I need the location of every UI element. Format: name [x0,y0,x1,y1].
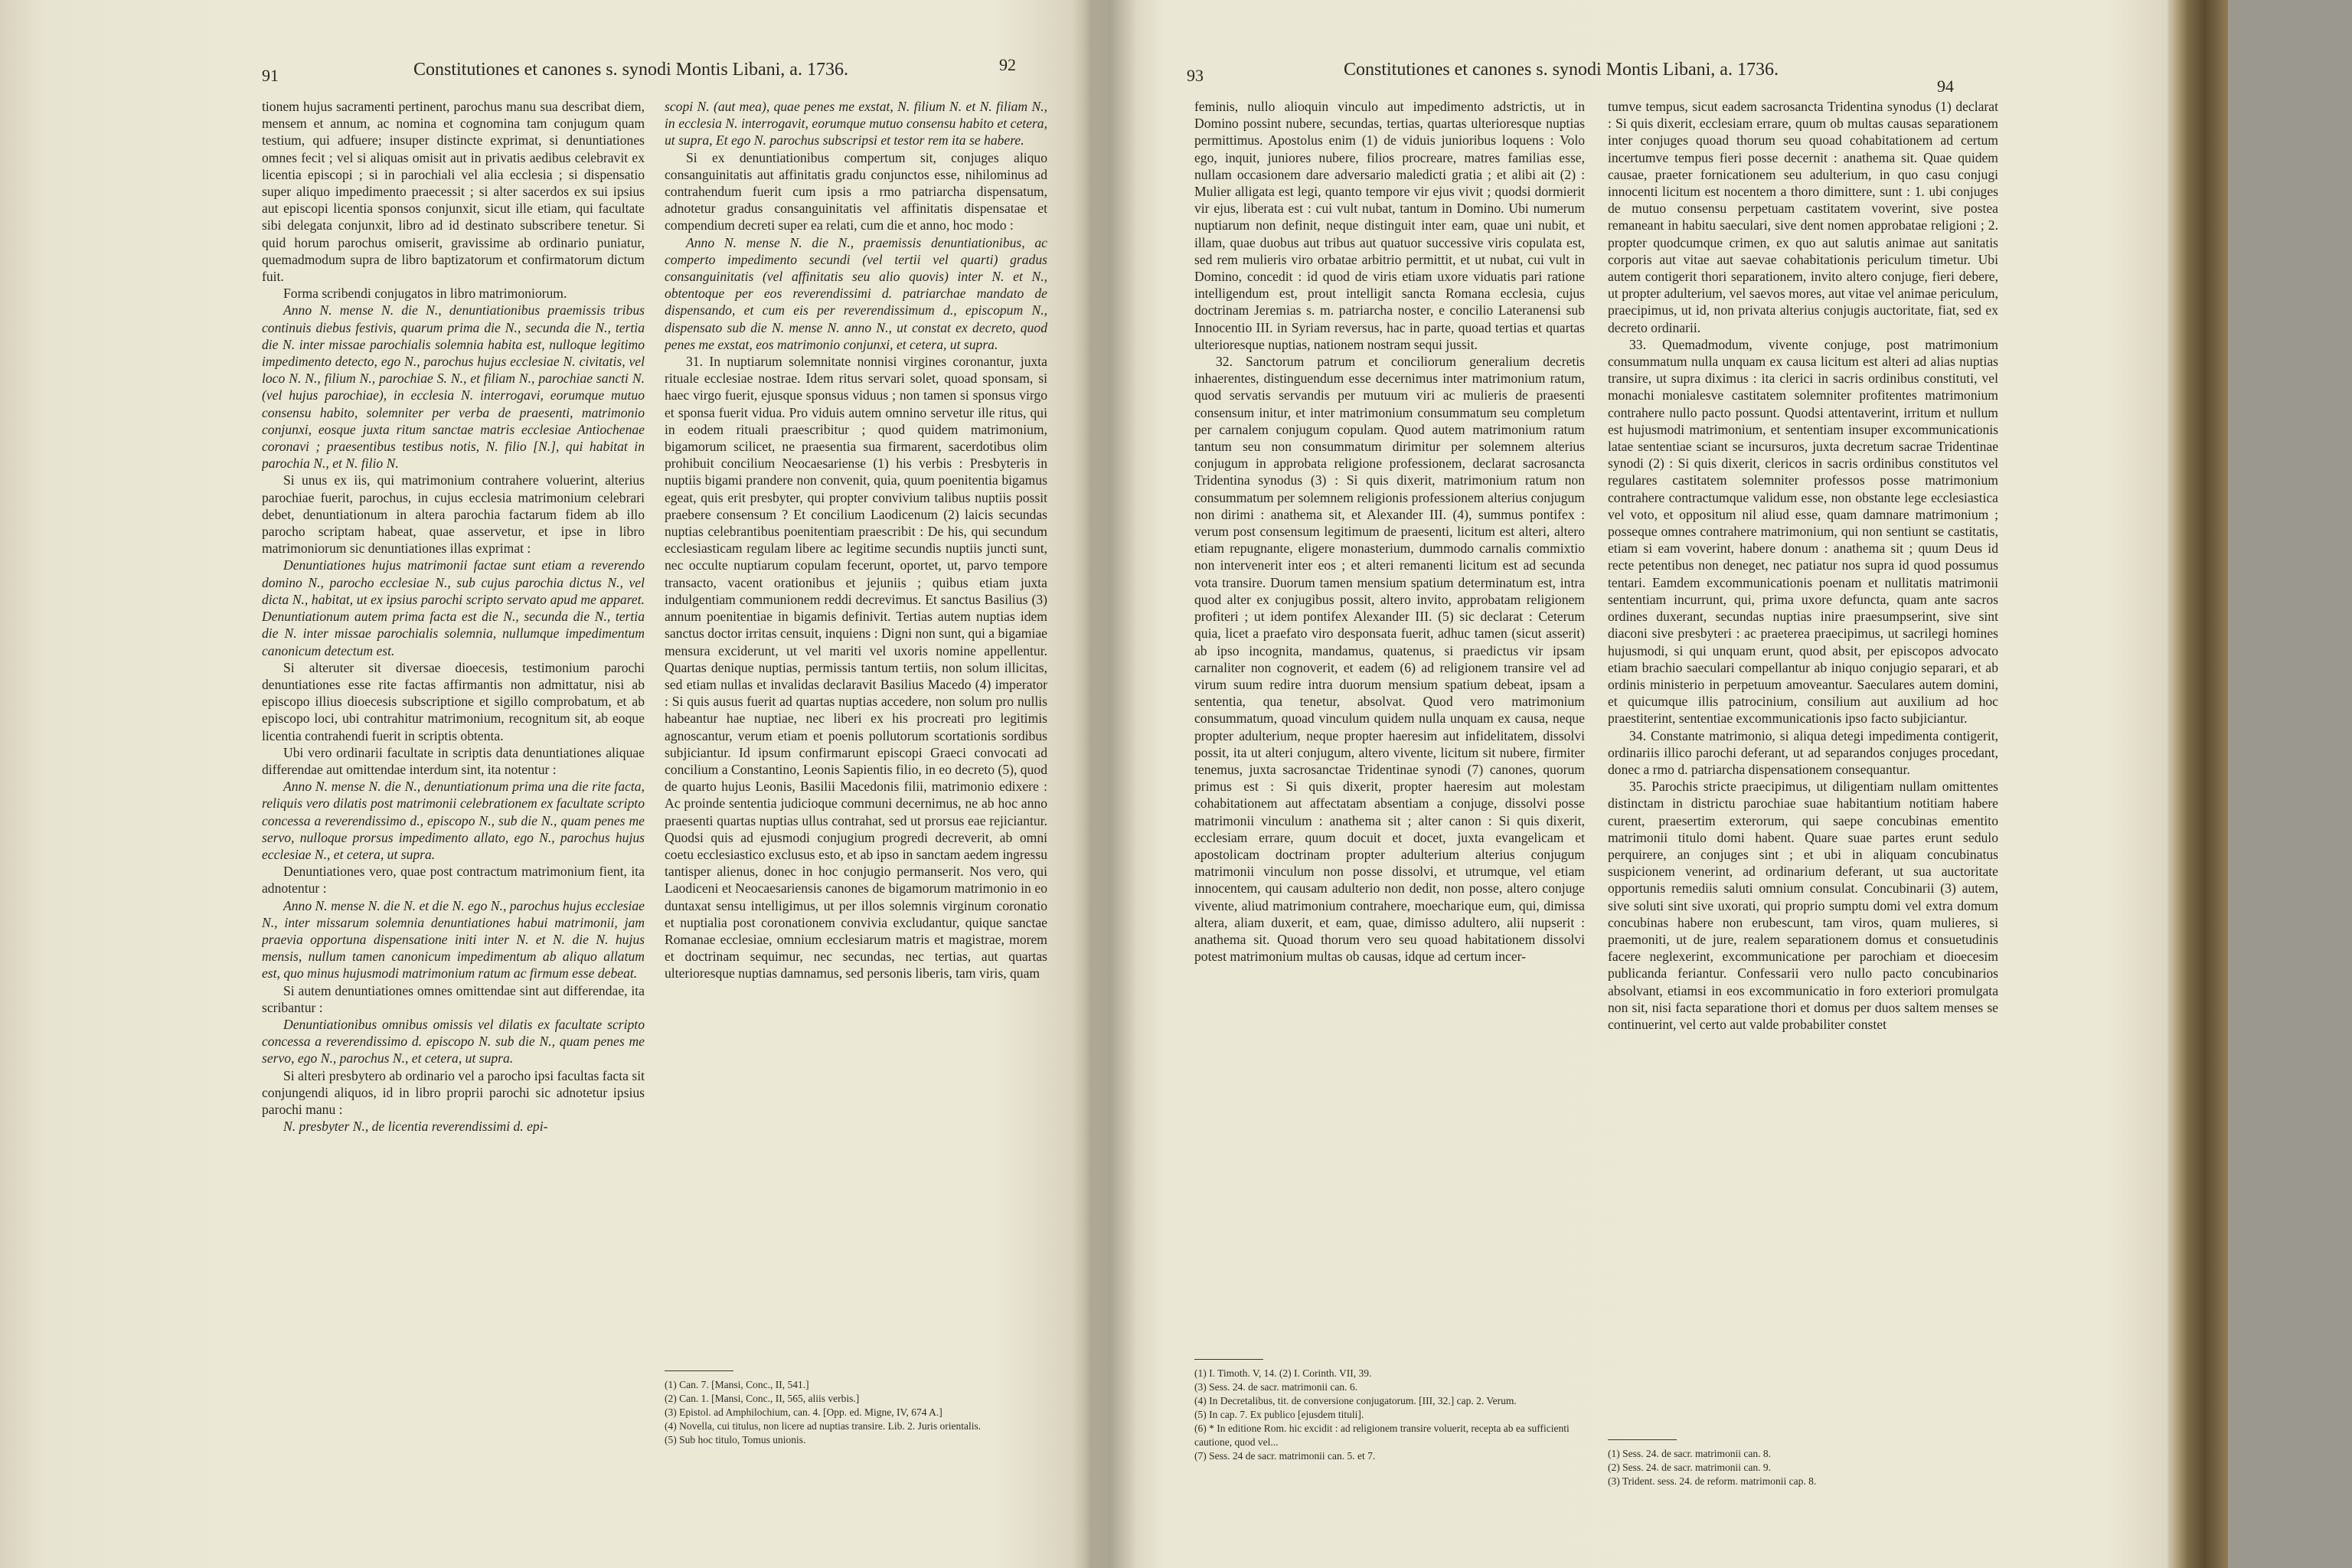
footnote: (3) Trident. sess. 24. de reform. matrimonii cap. 8. [1608,1475,1817,1487]
paragraph: 35. Parochis stricte praecipimus, ut diligentiam nullam omittentes distinctam in districtu parochiae suae habitantium notitiam habere curent, praesertim exterorum, qui saepe concubinas ementito matrimonii titulo domi habent. Quare suae partes erunt sedulo perquirere, an conjuges sint ; et ubi in aliquam concubinatus suspicionem venerint, ad ordinarium deferant, ut sua auctoritate opportunis remediis saluti omnium consulat. Concubinarii (3) autem, sive soluti sint sive uxorati, qui proprio sumptu domi vel extra domum concubinas habere non erubescunt, tam viros, quam mulieres, si praemoniti, ut de jure, realem separationem domus et consuetudinis facere neglexerint, excommunicatione per parochiam et dioecesim publicanda feriantur. Confessarii vero nullo pacto concubinarios absolvant, etiamsi in eos excommunicatio in foro exteriori promulgata non sit, nisi facta separatione thori et domus per duos saltem menses se continuerint, vel certo aut valde probabiliter constet [1608,779,1998,1032]
footnotes [665,1378,1047,1447]
text-column-1 [262,98,645,1361]
footnotes-column-2 [1608,1447,1998,1488]
formula-paragraph: Denuntiationibus omnibus omissis vel dilatis ex facultate scripto concessa a reverendissimo d. episcopo N. sub die N., quam penes me servo, ego N., parochus N., et cetera, ut supra. [262,1016,645,1067]
formula-paragraph: Anno N. mense N. die N., praemissis denuntiationibus, ac comperto impedimento secundi (vel tertii vel quarti) gradus consanguinitatis (vel affinitatis seu alio quovis) inter N. et N., obtentoque per eos reverendissimi d. patriarchae mandato de dispensando, et cum eis per reverendissimum d., episcopum N., dispensato sub die N. mense N. anno N., ut constat ex decreto, quod penes me exstat, eos matrimonio conjunxi, et cetera, ut supra. [665,234,1047,352]
page-number: 93 [1187,66,1204,85]
paragraph: Si alteruter sit diversae dioecesis, testimonium parochi denuntiationes esse rite factas affirmantis non admittatur, nisi ab episcopo illius dioecesis subscriptione et sigillo comprobatum, et ab episcopo loci, ubi contrahitur matrimonium, recognitum sit, ab eoque licentia contrahendi fuerit in scriptis obtenta. [262,659,645,743]
footnote: (4) In Decretalibus, tit. de conversione conjugatorum. [III, 32.] cap. 2. Verum. [1194,1395,1517,1406]
paragraph: Si autem denuntiationes omnes omittendae sint aut differendae, ita scribantur : [262,982,645,1015]
paragraph: 33. Quemadmodum, vivente conjuge, post matrimonium consummatum nulla unquam ex causa licitum est alteri ad alias nuptias transire, ut supra diximus : ita clerici in sacris ordinibus constituti, vel monachi monialesve castitatem solemniter profitentes matrimonium contrahere nullo pacto possunt. Quodsi attentaverint, irritum et nullum est hujusmodi matrimonium, et sententiam insuper excommunicationis latae sententiae sciant se incursuros, juxta decretum sacrae Tridentinae synodi (2) : Si quis dixerit, clericos in sacris ordinibus constitutos vel regulares castitatem solemniter professos posse matrimonium contrahere contractumque validum esse, non obstante lege ecclesiastica vel voto, et oppositum nil aliud esse, quam damnare matrimonium ; posseque omnes contrahere matrimonium, qui non sentiunt se castitatis, etiam si eam voverint, habere donum : anathema sit ; quum Deus id recte petentibus non deneget, nec patiatur nos supra id quod possumus tentari. Eamdem excommunicationis poenam et nullitatis matrimonii sententiam incurrunt, qui, prima uxore defuncta, quam ante sacros ordines duxerant, secundas nuptias inire praesumpserint, sive sint diaconi sive presbyteri : ac praeterea praecipimus, ut sacrilegi homines hujusmodi, si qui unquam erunt, quod absit, per episcopos advocato etiam brachio saeculari compellantur ab iniquo conjugio separari, et ab ordinis ministerio in perpetuum amoveantur. Saeculares autem domini, et quicumque illis patrocinium, consilium aut auxilium ad hoc praestiterint, sententiae excommunicationis ipso facto subjiciantur. [1608,336,1998,727]
footnote: (4) Novella, cui titulus, non licere ad nuptias transire. Lib. 2. Juris orientalis. [665,1420,982,1432]
book-cover-edge [2171,0,2228,1568]
paragraph: Si alteri presbytero ab ordinario vel a parocho ipsi facultas facta sit conjungendi aliquos, id in libro proprii parochi sic adnotetur ipsius parochi manu : [262,1067,645,1117]
footnote: (1) Can. 7. [Mansi, Conc., II, 541.] [665,1379,809,1390]
footnote: (1) Sess. 24. de sacr. matrimonii can. 8. [1608,1448,1771,1459]
paragraph: Si unus ex iis, qui matrimonium contrahere voluerint, alterius parochiae fuerit, parochus, in cujus ecclesia matrimonium celebrari debet, denuntiationum in altera parochia factarum fidem ab illo parocho scriptam habeat, quae asservetur, et ipse in libro matrimoniorum sic denuntiationes illas exprimat : [262,472,645,557]
background-surface [2228,0,2352,1568]
paragraph: feminis, nullo alioquin vinculo aut impedimento adstrictis, ut in Domino possint nubere, secundas, tertias, quartas ulterioresque nuptias permittimus. Apostolus enim (1) de viduis junioribus loquens : Volo ego, inquit, juniores nubere, filios procreare, matres familias esse, nullam occasionem dare adversario maledicti gratia ; et alibi ait (2) : Mulier alligata est legi, quanto tempore vir ejus vivit ; quodsi dormierit vir ejus, liberata est : cui vult nubat, tantum in Domino. Ubi numerum nuptiarum non definit, neque distinguit inter eam, quae uni nubit, et illam, quae duobus aut tribus aut quatuor successive viris copulata est, sed rem mulieris viro orbatae arbitrio permittit, et ut nubat, cui vult in Domino, concedit : id quod de viris etiam uxore viduatis pari ratione intelligendum est, prout intelligit sancta Romana ecclesia, cujus doctrinam Jeremias s. m. patriarcha noster, e concilio Lateranensi sub Innocentio III. in Syriam reversus, hac in parte, quoad tertias et quartas ulterioresque nuptias, nationem nostram sequi jussit. [1194,99,1585,352]
book-spine [1083,0,1137,1568]
text-column-2 [1608,98,1998,1411]
footnote: (5) In cap. 7. Ex publico [ejusdem tituli]. [1194,1409,1364,1420]
paragraph: tionem hujus sacramenti pertinent, parochus manu sua describat diem, mensem et annum, ac nomina et cognomina tam conjugum quam testium, qui adfuere; insuper distincte exprimat, si denuntiationes omnes fecit ; vel si aliquas omisit aut in privatis aedibus celebravit ex licentia episcopi ; si in parochiali vel alia ecclesia ; si dispensatio super aliquo impedimento praecessit ; si alter sacerdos ex sui ipsius aut episcopi licentia sponsos conjunxit, sicut ille etiam, qui facultate sibi delegata conjunxit, libro ad id destinato subscribere tenetur. Si quid horum parochus omiserit, gravissime ab ordinario puniatur, quemadmodum supra de libro baptizatorum et confirmatorum dictum fuit. [262,99,645,285]
footnote: (3) Epistol. ad Amphilochium, can. 4. [Opp. ed. Migne, IV, 674 A.] [665,1406,942,1418]
formula-paragraph: Anno N. mense N. die N., denuntiationibus praemissis tribus continuis diebus festivis, quarum prima die N., secunda die N., tertia die N. inter missae parochialis solemnia habita est, nulloque legitimo impedimento detecto, ego N., parochus hujus ecclesiae N. civitatis, vel loco N. N., filium N., parochiae S. N., et filiam N., parochiae sancti N. (vel hujus parochiae), in ecclesia N. interrogavi, eorumque mutuo consensu habito, solemniter per verba de praesenti, matrimonio conjunxi, eosque juxta ritum sanctae matris ecclesiae Antiochenae coronavi ; praesentibus testibus notis, N. filio [N.], qui habitat in parochia N., et N. filio N. [262,302,645,472]
paragraph: 34. Constante matrimonio, si aliqua detegi impedimenta contigerit, ordinariis illico parochi deferant, ut ad separandos conjuges procedant, donec a rmo d. patriarcha dispensationem consequantur. [1608,727,1998,777]
right-page [1148,0,2167,1568]
page-number: 92 [999,55,1016,74]
footnote: (3) Sess. 24. de sacr. matrimonii can. 6. [1194,1381,1357,1393]
footnote: (1) I. Timoth. V, 14. (2) I. Corinth. VII, 39. [1194,1367,1372,1379]
footnote: (2) Can. 1. [Mansi, Conc., II, 565, aliis verbis.] [665,1393,860,1404]
footnote: (5) Sub hoc titulo, Tomus unionis. [665,1434,806,1446]
page-header: Constitutiones et canones s. synodi Montis Libani, a. 1736. [413,60,848,80]
footnote-rule [1608,1439,1677,1440]
footnote: (7) Sess. 24 de sacr. matrimonii can. 5. et 7. [1194,1450,1376,1462]
footnote: (6) * In editione Rom. hic excidit : ad religionem transire voluerit, recepta ab ea sufficienti cautione, quod vel... [1194,1423,1570,1448]
page-number: 91 [262,66,279,85]
text-column-2 [665,98,1047,1354]
page-header: Constitutiones et canones s. synodi Montis Libani, a. 1736. [1344,60,1779,80]
formula-paragraph: Anno N. mense N. die N. et die N. ego N., parochus hujus ecclesiae N., inter missarum solemnia denuntiationes habui matrimonii, jam praevia opportuna dispensatione initi inter N. et N. die N. hujus mensis, nullum tamen canonicum impedimentum ab aliquo allatum est, quo minus hujusmodi matrimonium ratum ac firmum esse debeat. [262,897,645,982]
footnote-rule [1194,1359,1263,1360]
formula-paragraph: N. presbyter N., de licentia reverendissimi d. epi- [283,1119,548,1135]
paragraph: Denuntiationes vero, quae post contractum matrimonium fient, ita adnotentur : [262,864,645,897]
footnotes-column-1 [1194,1367,1585,1463]
paragraph: tumve tempus, sicut eadem sacrosancta Tridentina synodus (1) declarat : Si quis dixerit, ecclesiam errare, quum ob multas causas separationem inter conjuges quoad thorum seu quoad cohabitationem ad certum incertumve tempus fieri posse decernit : anathema sit. Quae quidem causae, praeter fornicationem seu adulterium, in quo casu conjugi innocenti licitum est nocentem a thoro dimittere, sunt : 1. ubi conjuges de mutuo consensu perpetuam castitatem voverint, sive postea remaneant in habitu saeculari, sive dent nomen approbatae religioni ; 2. propter quodcumque crimen, ex quo aut salutis animae aut sanitatis corporis aut vitae aut saevae cohabitationis periculum timetur. Ubi autem contigerit thori separationem, invito altero conjuge, fieri debere, ut propter adulterium, vel saevos mores, aut vitae vel animae periculum, praecipimus, ut id, non privata alterius conjugis auctoritate, fiat, sed ex decreto ordinarii. [1608,99,1998,335]
footnote-rule [665,1370,733,1371]
paragraph: Forma scribendi conjugatos in libro matrimoniorum. [283,286,567,302]
page-number: 94 [1937,77,1954,96]
footnote: (2) Sess. 24. de sacr. matrimonii can. 9. [1608,1462,1771,1473]
paragraph: 31. In nuptiarum solemnitate nonnisi virgines coronantur, juxta rituale ecclesiae nostrae. Idem ritus servari solet, quoad sponsam, si haec virgo fuerit, ejusque sponsus viduus ; non tamen si sponsus virgo et sponsa fuerit vidua. Pro viduis autem omnino servetur ille ritus, qui in eodem rituali praescribitur ; quod quidem matrimonium, bigamorum scilicet, ne praesentia sua firmarent, sacerdotibus olim prohibuit concilium Neocaesariense (1) his verbis : Presbyteris in nuptiis bigami prandere non convenit, quia, quum poenitentia bigamus egeat, quis erit presbyter, qui propter convivium talibus nuptiis possit praebere consensum ? Et concilium Laodicenum (2) laicis secundas nuptias celebrantibus poenitentiam praescribit : De his, qui secundum ecclesiasticam regulam libere ac legitime secundis nuptiis juncti sunt, nec occulte nuptiarum copulam fecerunt, oportet, ut, parvo tempore transacto, vacent orationibus et jejuniis ; quibus etiam juxta indulgentiam communionem reddi decrevimus. Et sanctus Basilius (3) annum poenitentiae in bigamis definivit. Tertias autem nuptias idem sanctus doctor irritas censuit, inquiens : Digni non sunt, qui a bigamiae mensura exciderunt, ut vel mariti vel uxoris nomine appellentur. Quartas denique nuptias, permissis tantum tertiis, non solum illicitas, sed etiam nullas et invalidas declaravit Basilius Macedo (4) imperator : Si quis ausus fuerit ad quartas nuptias accedere, non solum pro nullis habeantur hae nuptiae, nec liberi ex his procreati pro legitimis agnoscantur, verum etiam et poenis pollutorum scortationis sordibus subjiciantur. Id ipsum confirmarunt episcopi Graeci convocati ad concilium a Constantino, Leonis Sapientis filio, in eo decreto (5), quod de quarto hujus Leonis, Basilii Macedonis filii, matrimonio edixere : Ac proinde sententia judicioque communi decernimus, ne ab hoc anno praesenti quartas nuptias ullus contrahat, sed ut prorsus eae rejiciantur. Quodsi quis ad ejusmodi conjugium progredi decreverit, ab omni coetu ecclesiastico exclusus esto, et ab ipso in sanctam aedem ingressu tantisper alienus, donec in hoc conjugio permanserit. Nos vero, qui Laodiceni et Neocaesariensis canones de bigamorum matrimonio in eo duntaxat sensu intelligimus, ut per illos solemnis virginum coronatio et nuptialia post coronationem convivia excludantur, quique sanctae Romanae ecclesiae, omnium ecclesiarum matris et magistrae, morem et doctrinam sequimur, nec secundas, nec tertias, aut quartas ulterioresque nuptias damnamus, sed personis liberis, tam viris, quam [665,354,1047,982]
left-page [230,0,1087,1568]
formula-paragraph: Denuntiationes hujus matrimonii factae sunt etiam a reverendo domino N., parocho ecclesiae N., sub cujus parochia dictus N., vel dicta N., habitat, ut ex ipsius parochi scripto servato apud me apparet. Denuntiationum autem prima facta est die N., secunda die N., tertia die N. inter missae parochialis solemnia, nullumque impedimentum canonicum detectum est. [262,557,645,658]
paragraph: Ubi vero ordinarii facultate in scriptis data denuntiationes aliquae differendae aut omittendae interdum sint, ita notentur : [262,744,645,777]
formula-paragraph: Anno N. mense N. die N., denuntiationum prima una die rite facta, reliquis vero dilatis post matrimonii celebrationem ex facultate scripto concessa a reverendissimo d., episcopo N., sub die N., quam penes me servo, nulloque prorsus impedimento allato, ego N., parochus hujus ecclesiae N., et cetera, ut supra. [262,779,645,862]
formula-paragraph: scopi N. (aut mea), quae penes me exstat, N. filium N. et N. filiam N., in ecclesia N. interrogavit, eorumque mutuo consensu habito et cetera, ut supra, Et ego N. parochus subscripsi et testor rem ita se habere. [665,99,1047,149]
text-column-1 [1194,98,1585,1346]
paragraph: 32. Sanctorum patrum et conciliorum generalium decretis inhaerentes, distinguendum esse decernimus inter matrimonium ratum, quod servatis servandis per mutuum viri ac mulieris de praesenti consensum initur, et inter matrimonium consummatum seu completum per carnalem conjugum copulam. Quod autem matrimonium ratum tantum seu non consummatum dirimitur per solemnem alterius conjugum in approbata religione professionem, declarat sacrosancta Tridentina synodus (3) : Si quis dixerit, matrimonium ratum non consummatum per solemnem religionis professionem alterius conjugum non dirimi : anathema sit, et Alexander III. (4), summus pontifex : verum post consensum legitimum de praesenti, licitum est alteri, altero etiam repugnante, eligere monasterium, dummodo carnalis commixtio non intervenerit inter eos ; et alteri remanenti licitum est ad secunda vota transire. Duorum tamen mensium spatium determinatum est, intra quod alter ex conjugibus possit, altero invito, approbatam religionem profiteri ; ut idem pontifex Alexander III. (5) sic declarat : Ceterum quia, licet a praefato viro desponsata fuerit, adhuc tamen (sicut asserit) ab ipso incognita, mandamus, quatenus, si praedictus vir ipsam carnaliter non cognoverit, et eadem (6) ad religionem transire vel ad virum suum redire intra duorum mensium spatium debeat, ipsam a sententia, qua tenetur, absolvat. Quod vero matrimonium consummatum, quoad vinculum quidem nulla unquam ex causa, neque propter adulterium, neque propter haeresim aut infidelitatem, dissolvi possit, ita ut alteri conjugum, altero vivente, licitum sit nubere, firmiter tenemus, juxta sacrosanctae Tridentinae synodi (7) canones, quorum primus est : Si quis dixerit, propter haeresim aut molestam cohabitationem aut affectatam absentiam a conjuge, dissolvi posse matrimonii vinculum : anathema sit ; alter canon : Si quis dixerit, ecclesiam errare, quum docuit et docet, juxta evangelicam et apostolicam doctrinam propter adulterium alterius conjugum matrimonii vinculum non posse dissolvi, et utrumque, vel etiam innocentem, qui causam adulterio non dedit, non posse, altero conjuge vivente, aliud matrimonium contrahere, moecharique eum, qui, dimissa altera, aliam duxerit, et eam, quae, dimisso adultero, alii nupserit : anathema sit. Quoad thorum vero seu quoad habitationem dissolvi potest matrimonium multas ob causas, idque ad certum incer- [1194,354,1585,965]
paragraph: Si ex denuntiationibus compertum sit, conjuges aliquo consanguinitatis aut affinitatis gradu conjunctos esse, nihilominus ad contrahendum fuerit cum ipsis a rmo patriarcha dispensatum, adnotetur gradus consanguinitatis vel affinitatis dispensatae et compendium decreti super ea relati, cum die et anno, hoc modo : [665,149,1047,234]
